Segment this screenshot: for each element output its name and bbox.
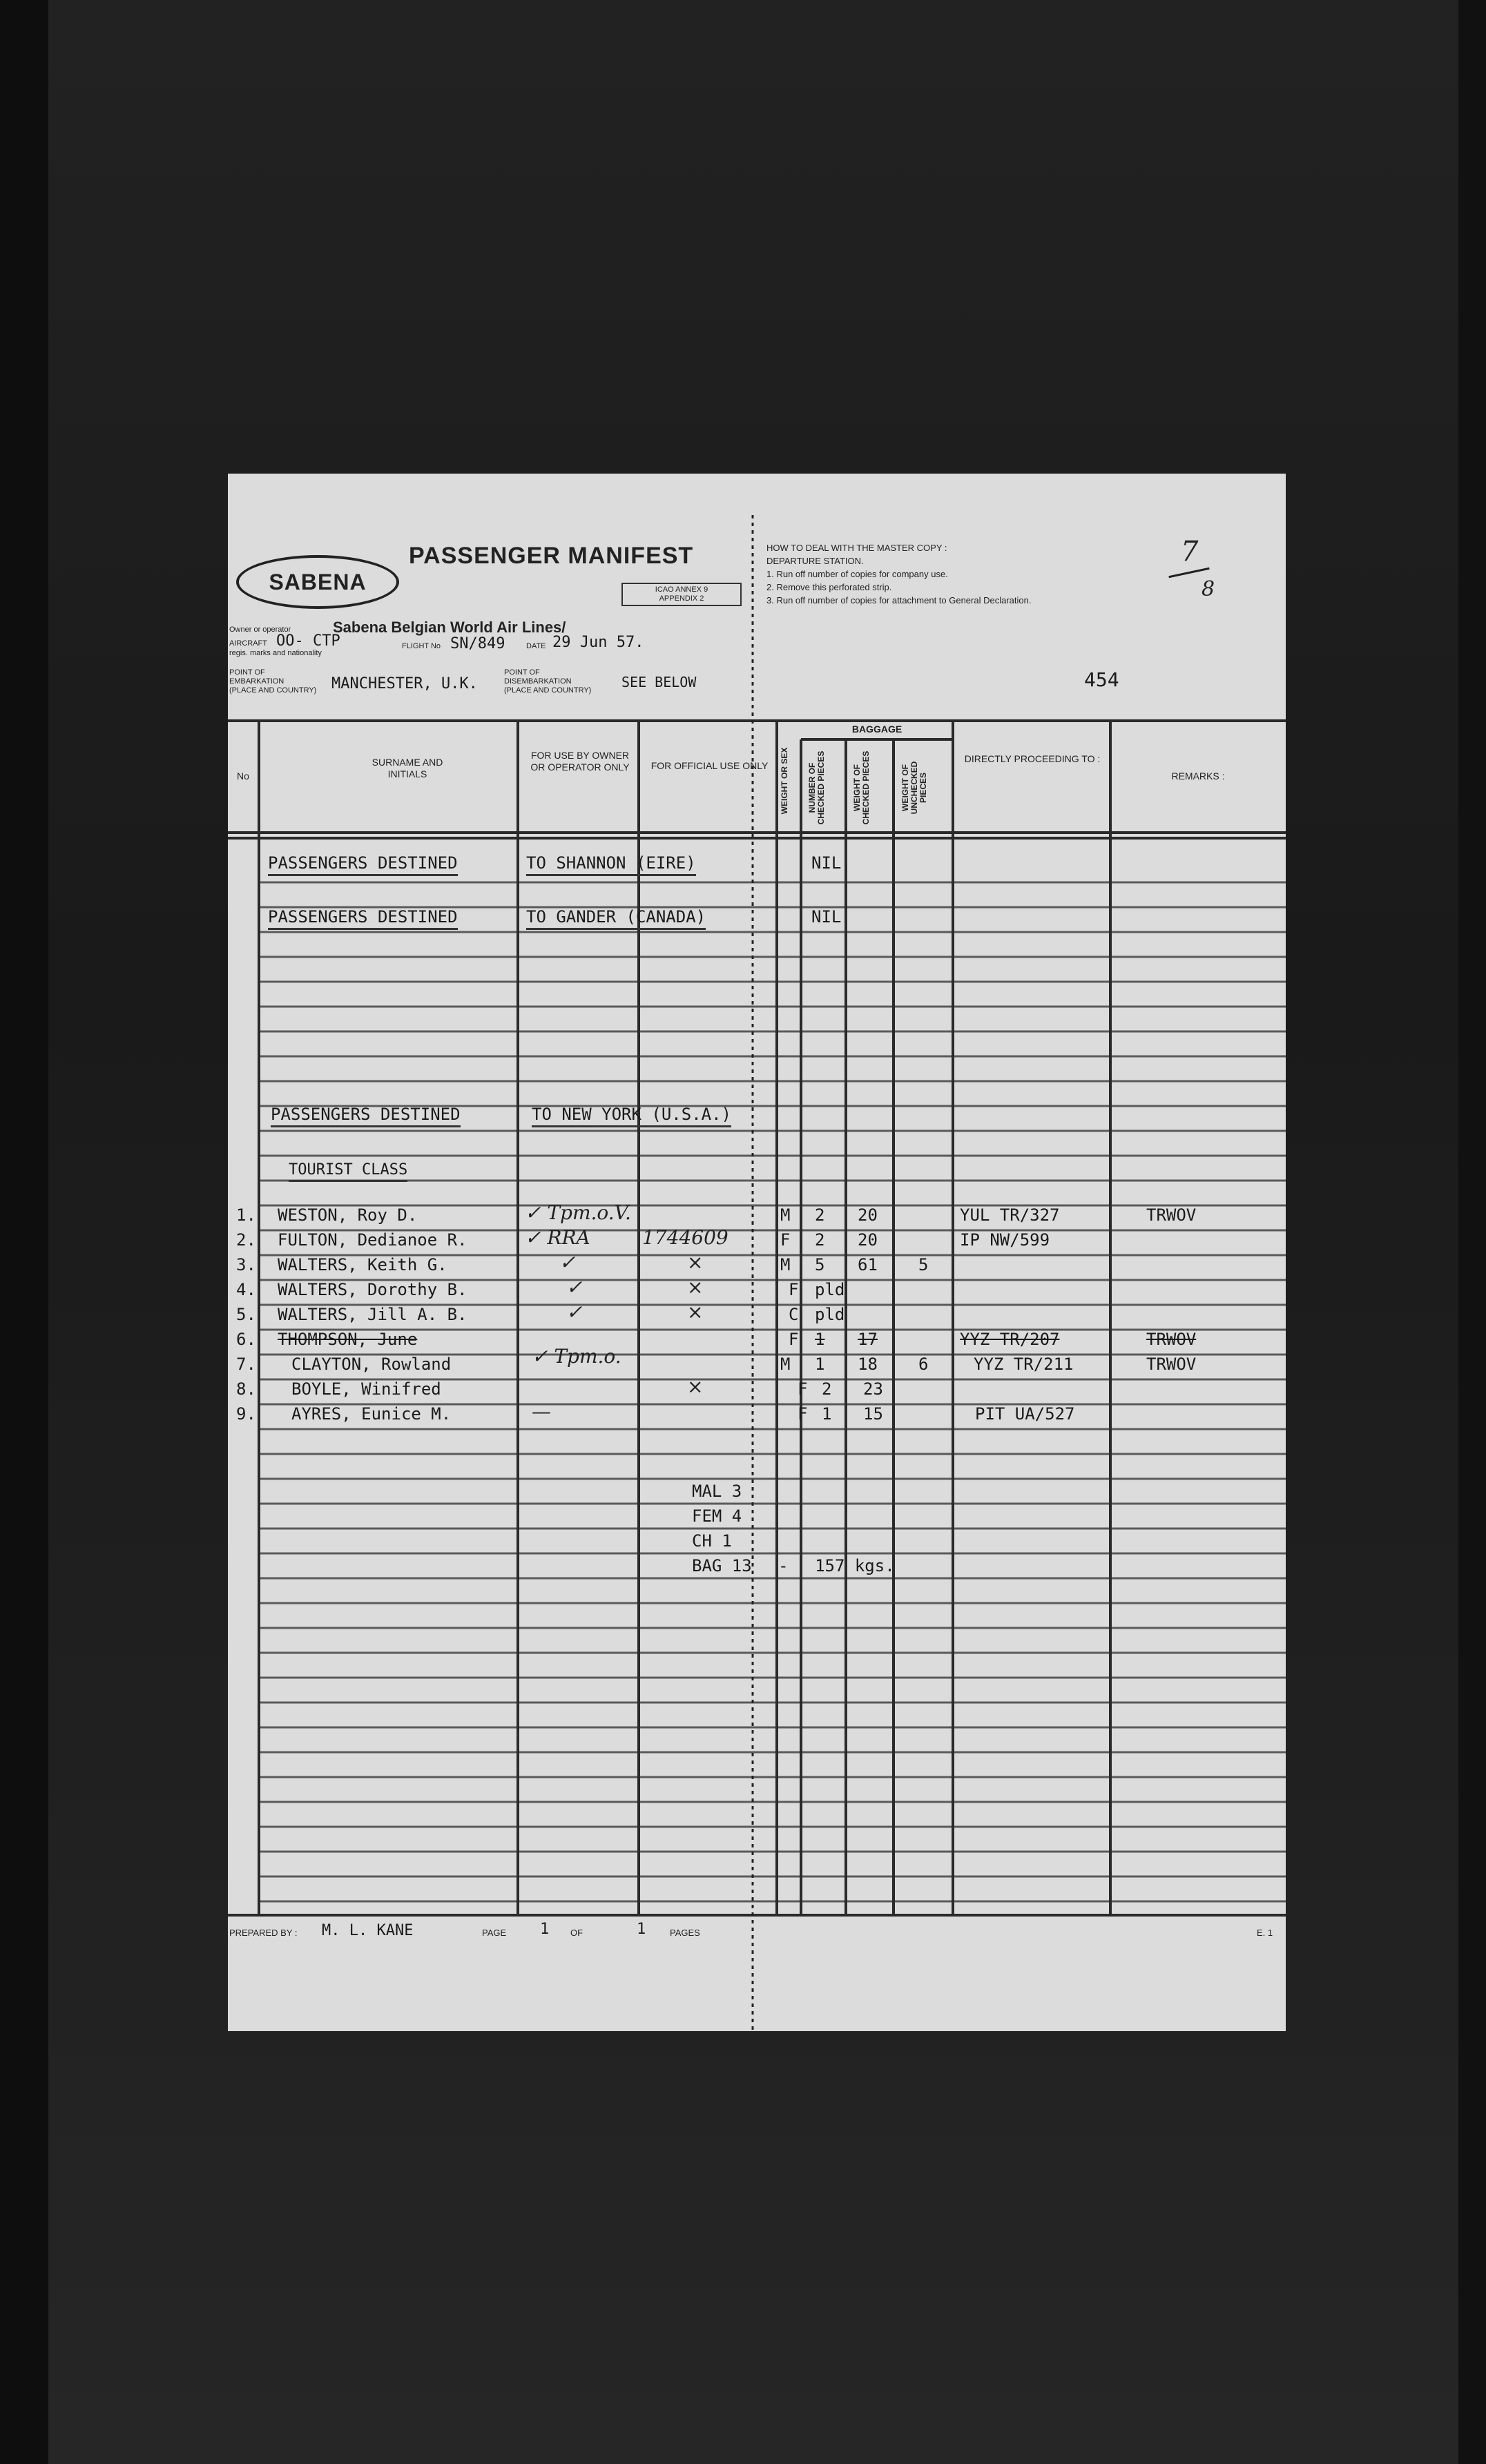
row-official-mark: 1744609 (642, 1226, 728, 1249)
row-unchecked: 6 (918, 1355, 929, 1374)
row-remarks: TRWOV (1146, 1355, 1197, 1374)
table-row (228, 1276, 1286, 1305)
totals-block (692, 1482, 895, 1581)
owner-value: Sabena Belgian World Air Lines/ (333, 619, 566, 636)
total-baggage-row (692, 1556, 895, 1581)
total-female: FEM 4 (692, 1506, 742, 1526)
row-weight: 23 (863, 1379, 883, 1399)
col-baggage: BAGGAGE (851, 724, 903, 735)
page-fraction-bar (1168, 568, 1209, 578)
row-owner-mark: ✓ (566, 1276, 583, 1299)
section-newyork-b: TO NEW YORK (U.S.A.) (532, 1105, 731, 1127)
embarkation-value: MANCHESTER, U.K. (331, 675, 478, 692)
row-sex: M (780, 1205, 791, 1225)
row-weight: 18 (858, 1355, 878, 1374)
of-label: OF (570, 1928, 583, 1938)
section-newyork-a: PASSENGERS DESTINED (271, 1105, 461, 1127)
table-row (228, 1400, 1286, 1429)
instruction-line: DEPARTURE STATION. (766, 556, 864, 566)
row-pieces: 2 (815, 1205, 825, 1225)
owner-label: Owner or operator (229, 625, 291, 634)
page-value: 1 (540, 1921, 550, 1938)
page-label: PAGE (482, 1928, 507, 1938)
table-row (228, 1201, 1286, 1230)
section-shannon-label (268, 853, 458, 873)
row-owner-mark: ✓ Tpm.o.V. (525, 1201, 631, 1224)
section-gander-b: TO GANDER (CANADA) (526, 907, 706, 930)
page-fraction-numerator: 7 (1181, 536, 1199, 568)
embark-label-line: POINT OF (229, 668, 265, 677)
section-shannon-a: PASSENGERS DESTINED (268, 853, 458, 876)
table-row (228, 1330, 1286, 1355)
row-weight: 20 (858, 1205, 878, 1225)
row-destination: PIT UA/527 (975, 1404, 1075, 1424)
prepared-by-value: M. L. KANE (322, 1922, 414, 1939)
row-sex: F (780, 1230, 791, 1250)
total-male: MAL 3 (692, 1482, 742, 1501)
instruction-line: 1. Run off number of copies for company use. (766, 569, 948, 579)
page-fraction-denominator: 8 (1202, 577, 1215, 601)
pages-label: PAGES (670, 1928, 700, 1938)
total-child: CH 1 (692, 1531, 732, 1551)
row-owner-mark: ✓ Tpm.o. (532, 1345, 621, 1368)
row-pieces: pld (815, 1305, 845, 1324)
total-dash: - (778, 1556, 789, 1575)
row-weight: 61 (858, 1255, 878, 1274)
row-no: 9. (236, 1404, 256, 1424)
total-baggage: BAG 13 (692, 1556, 752, 1575)
row-no: 2. (236, 1230, 256, 1250)
row-no: 6. (236, 1330, 256, 1349)
col-bag-checked-weight: WEIGHT OF CHECKED PIECES (852, 750, 871, 825)
row-no: 5. (236, 1305, 256, 1324)
row-pieces: pld (815, 1280, 845, 1299)
tourist-class-label: TOURIST CLASS (289, 1161, 407, 1182)
row-pieces: 1 (815, 1355, 825, 1374)
disembarkation-value: SEE BELOW (621, 674, 697, 690)
table-row (228, 1301, 1286, 1330)
col-remarks: REMARKS : (1171, 770, 1225, 782)
row-official-mark: × (687, 1375, 704, 1398)
row-unchecked: 5 (918, 1255, 929, 1274)
col-official-use: FOR OFFICIAL USE ONLY (650, 760, 769, 771)
row-weight: 17 (858, 1330, 878, 1349)
row-sex: F (789, 1330, 799, 1349)
aircraft-label: AIRCRAFT (229, 639, 267, 648)
row-no: 1. (236, 1205, 256, 1225)
prepared-by-label: PREPARED BY : (229, 1928, 298, 1938)
row-name: WALTERS, Keith G. (278, 1255, 447, 1274)
row-weight: 20 (858, 1230, 878, 1250)
flight-value: SN/849 (450, 635, 505, 652)
date-value: 29 Jun 57. (552, 634, 644, 651)
col-bag-checked-pieces: NUMBER OF CHECKED PIECES (807, 750, 826, 825)
row-name: WALTERS, Dorothy B. (278, 1280, 467, 1299)
section-gander-nil: NIL (811, 907, 842, 927)
section-gander-label (268, 907, 458, 927)
icao-line-1: ICAO ANNEX 9 (655, 585, 708, 594)
row-weight: 15 (863, 1404, 883, 1424)
row-destination: YYZ TR/207 (960, 1330, 1060, 1349)
table-row (228, 1345, 1286, 1379)
row-owner-mark: ✓ (559, 1251, 576, 1274)
manifest-footer (228, 1923, 1286, 1951)
section-shannon-b: TO SHANNON (EIRE) (526, 853, 696, 876)
of-value: 1 (637, 1921, 646, 1938)
col-directly-proceeding: DIRECTLY PROCEEDING TO : (964, 753, 1101, 764)
row-pieces: 5 (815, 1255, 825, 1274)
flight-label: FLIGHT No (402, 642, 441, 650)
form-title: PASSENGER MANIFEST (409, 543, 694, 569)
row-sex: F (789, 1280, 799, 1299)
icao-line-2: APPENDIX 2 (659, 594, 704, 603)
row-sex: F (798, 1379, 808, 1399)
row-no: 3. (236, 1255, 256, 1274)
row-owner-mark: ✓ RRA (525, 1226, 590, 1249)
col-no: No (237, 770, 249, 782)
row-owner-mark: ✓ (566, 1301, 583, 1323)
row-official-mark: × (687, 1276, 704, 1299)
row-official-mark: × (687, 1301, 704, 1323)
col-bag-unchecked-weight: WEIGHT OF UNCHECKED PIECES (900, 761, 928, 815)
row-destination: YUL TR/327 (960, 1205, 1060, 1225)
sabena-logo: SABENA (236, 555, 399, 609)
disembark-label-line: (PLACE AND COUNTRY) (504, 686, 592, 695)
row-name: BOYLE, Winifred (291, 1379, 441, 1399)
disembark-label-line: POINT OF (504, 668, 540, 677)
col-owner-use: FOR USE BY OWNER OR OPERATOR ONLY (530, 750, 630, 773)
form-corner-code: E. 1 (1257, 1928, 1273, 1938)
row-name: AYRES, Eunice M. (291, 1404, 452, 1424)
row-destination: YYZ TR/211 (974, 1355, 1074, 1374)
film-edge-right (1458, 0, 1486, 2464)
total-weight: 157 kgs. (815, 1556, 895, 1575)
manifest-page (228, 474, 1286, 2031)
disembarkation-label (504, 668, 591, 695)
row-sex: C (789, 1305, 799, 1324)
table-row (228, 1375, 1286, 1404)
table-row (228, 1226, 1286, 1255)
row-name: FULTON, Dedianoe R. (278, 1230, 467, 1250)
row-name: THOMPSON, June (278, 1330, 418, 1349)
row-sex: F (798, 1404, 808, 1424)
row-owner-mark: — (532, 1400, 551, 1423)
row-name: WALTERS, Jill A. B. (278, 1305, 467, 1324)
row-pieces: 2 (815, 1230, 825, 1250)
row-name: WESTON, Roy D. (278, 1205, 418, 1225)
row-remarks: TRWOV (1146, 1205, 1197, 1225)
row-sex: M (780, 1355, 791, 1374)
instruction-line: 2. Remove this perforated strip. (766, 582, 892, 592)
tourist-class-heading (289, 1161, 407, 1178)
section-shannon-dest (526, 853, 696, 873)
row-pieces: 1 (822, 1404, 832, 1424)
disembark-label-line: DISEMBARKATION (504, 677, 572, 686)
aircraft-value: OO- CTP (276, 632, 340, 650)
master-copy-instructions (766, 543, 1031, 605)
col-surname: SURNAME AND INITIALS (372, 757, 443, 779)
section-newyork-label (271, 1105, 461, 1124)
row-no: 7. (236, 1355, 256, 1374)
table-row (228, 1251, 1286, 1280)
row-official-mark: × (687, 1251, 704, 1274)
row-no: 8. (236, 1379, 256, 1399)
embarkation-label (229, 668, 316, 695)
embark-label-line: EMBARKATION (229, 677, 284, 686)
film-edge-left (0, 0, 48, 2464)
row-pieces: 1 (815, 1330, 825, 1349)
section-gander-a: PASSENGERS DESTINED (268, 907, 458, 930)
embark-label-line: (PLACE AND COUNTRY) (229, 686, 317, 695)
section-gander-dest (526, 907, 706, 927)
row-sex: M (780, 1255, 791, 1274)
page-number: 454 (1084, 668, 1119, 691)
aircraft-sub-label: regis. marks and nationality (229, 649, 322, 657)
row-remarks: TRWOV (1146, 1330, 1197, 1349)
instruction-line: 3. Run off number of copies for attachment to General Declaration. (766, 595, 1032, 605)
section-newyork-dest (532, 1105, 731, 1124)
row-pieces: 2 (822, 1379, 832, 1399)
row-destination: IP NW/599 (960, 1230, 1050, 1250)
row-name: CLAYTON, Rowland (291, 1355, 452, 1374)
row-no: 4. (236, 1280, 256, 1299)
icao-annex-box (621, 583, 742, 606)
col-weight-sex: WEIGHT OR SEX (780, 747, 789, 815)
date-label: DATE (526, 642, 546, 650)
section-shannon-nil: NIL (811, 853, 842, 873)
instruction-line: HOW TO DEAL WITH THE MASTER COPY : (766, 543, 947, 553)
